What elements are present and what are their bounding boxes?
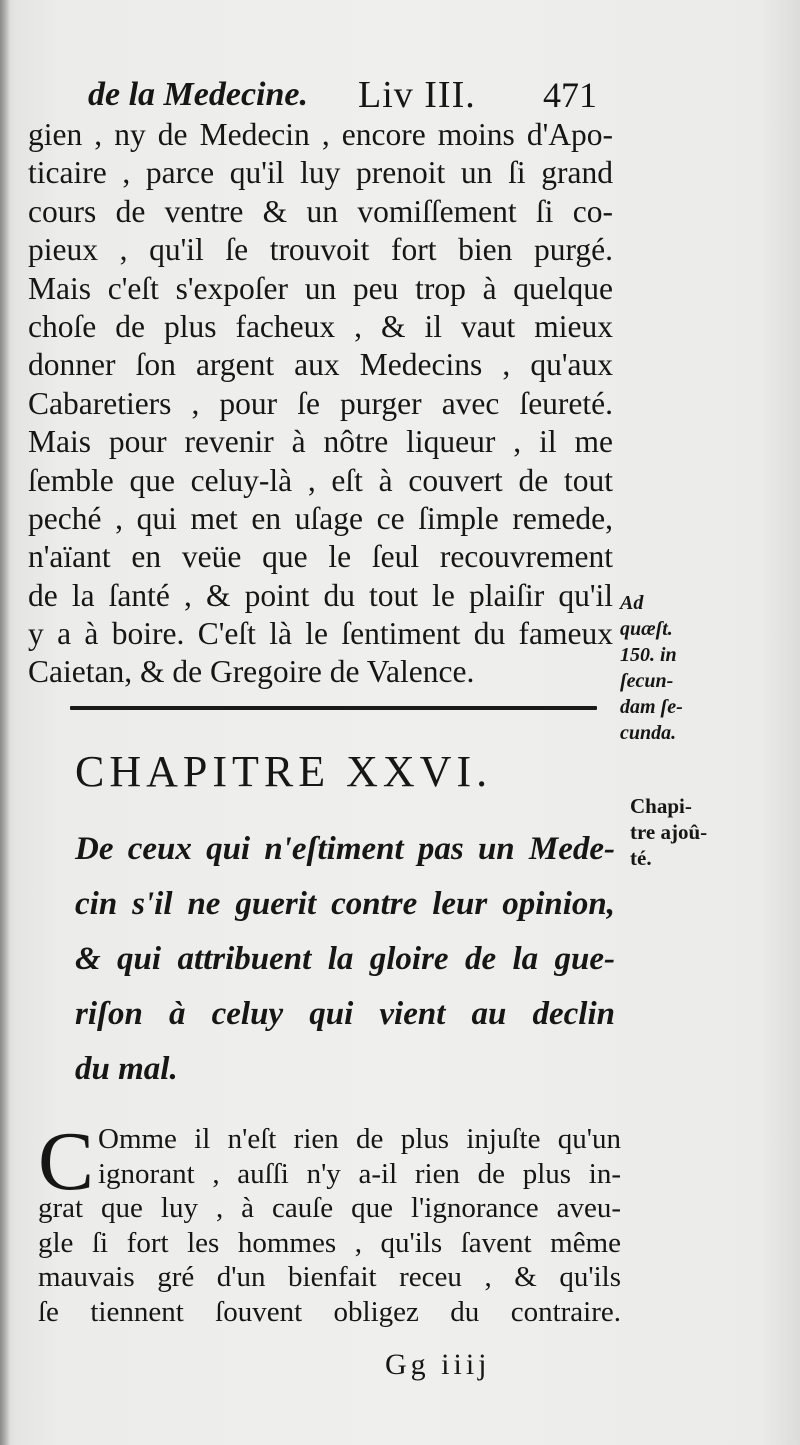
- text-line: choſe de plus facheux , & il vaut mieux: [28, 308, 613, 344]
- summary-line: riſon à celuy qui vient au declin: [75, 996, 615, 1032]
- text-line: ſemble que celuy-là , eſt à couvert de tout: [28, 462, 613, 498]
- summary-line: cin s'il ne guerit contre leur opinion,: [75, 886, 615, 922]
- chapter-paragraph: [38, 1115, 621, 1329]
- text-line: pieux , qu'il ſe trouvoit fort bien purgé.: [28, 232, 613, 268]
- chapter-summary: [75, 822, 615, 1097]
- margin-note-line: tre ajoû-: [630, 820, 708, 844]
- margin-note-line: quæſt.: [620, 618, 673, 640]
- margin-note-line: té.: [630, 846, 652, 870]
- text-line: Mais pour revenir à nôtre liqueur , il me: [28, 424, 613, 460]
- page-header: [88, 70, 608, 120]
- text-line: peché , qui met en uſage ce ſimple remede,: [28, 500, 613, 536]
- signature-mark: Gg iiij: [385, 1348, 491, 1381]
- summary-line: De ceux qui n'eſtiment pas un Mede-: [75, 831, 615, 867]
- page-number: 471: [543, 75, 597, 115]
- text-line: ticaire , parce qu'il luy prenoit un ſi grand: [28, 155, 613, 191]
- running-title: de la Medecine.: [88, 76, 308, 113]
- text-line: Cabaretiers , pour ſe purger avec ſeureté.: [28, 385, 613, 421]
- chapter-title: CHAPITRE XXVI.: [75, 747, 493, 796]
- text-line: Mais c'eſt s'expoſer un peu trop à quelque: [28, 270, 613, 306]
- text-line: de la ſanté , & point du tout le plaiſir qu'il: [28, 577, 613, 613]
- margin-note-line: 150. in: [620, 644, 677, 666]
- drop-cap: C: [38, 1115, 95, 1208]
- margin-note-line: dam ſe-: [620, 696, 683, 718]
- book-number: Liv III.: [358, 74, 476, 116]
- paragraph-line: gle ſi fort les hommes , qu'ils ſavent même: [38, 1226, 621, 1259]
- margin-note-line: cunda.: [620, 722, 677, 744]
- margin-note-added-chapter: [630, 793, 707, 871]
- body-text: [28, 116, 613, 692]
- summary-line: du mal.: [75, 1051, 178, 1087]
- margin-note-line: ſecun-: [620, 670, 674, 692]
- margin-note-line: Ad: [620, 592, 644, 614]
- text-line: cours de ventre & un vomiſſement ſi co-: [28, 193, 613, 229]
- text-line: gien , ny de Medecin , encore moins d'Apo-: [28, 117, 613, 152]
- gutter-shadow: [0, 0, 10, 1445]
- text-line: Caietan, & de Gregoire de Valence.: [28, 654, 475, 690]
- paragraph-line: mauvais gré d'un bienfait receu , & qu'ils: [38, 1261, 621, 1293]
- text-line: y a à boire. C'eſt là le ſentiment du fameux: [28, 616, 613, 652]
- summary-line: & qui attribuent la gloire de la gue-: [75, 941, 615, 977]
- text-line: n'aïant en veüe que le ſeul recouvrement: [28, 539, 613, 575]
- text-line: donner ſon argent aux Medecins , qu'aux: [28, 347, 613, 383]
- section-rule: [70, 706, 597, 710]
- paragraph-line: ignorant , auſſi n'y a-il rien de plus in-: [98, 1157, 621, 1190]
- paragraph-line: grat que luy , à cauſe que l'ignorance aveu-: [38, 1192, 621, 1224]
- paragraph-line: ſe tiennent ſouvent obligez du contraire.: [38, 1295, 621, 1328]
- margin-note-reference: [620, 590, 683, 746]
- margin-note-line: Chapi-: [630, 794, 692, 818]
- paragraph-line: Omme il n'eſt rien de plus injuſte qu'un: [98, 1123, 621, 1155]
